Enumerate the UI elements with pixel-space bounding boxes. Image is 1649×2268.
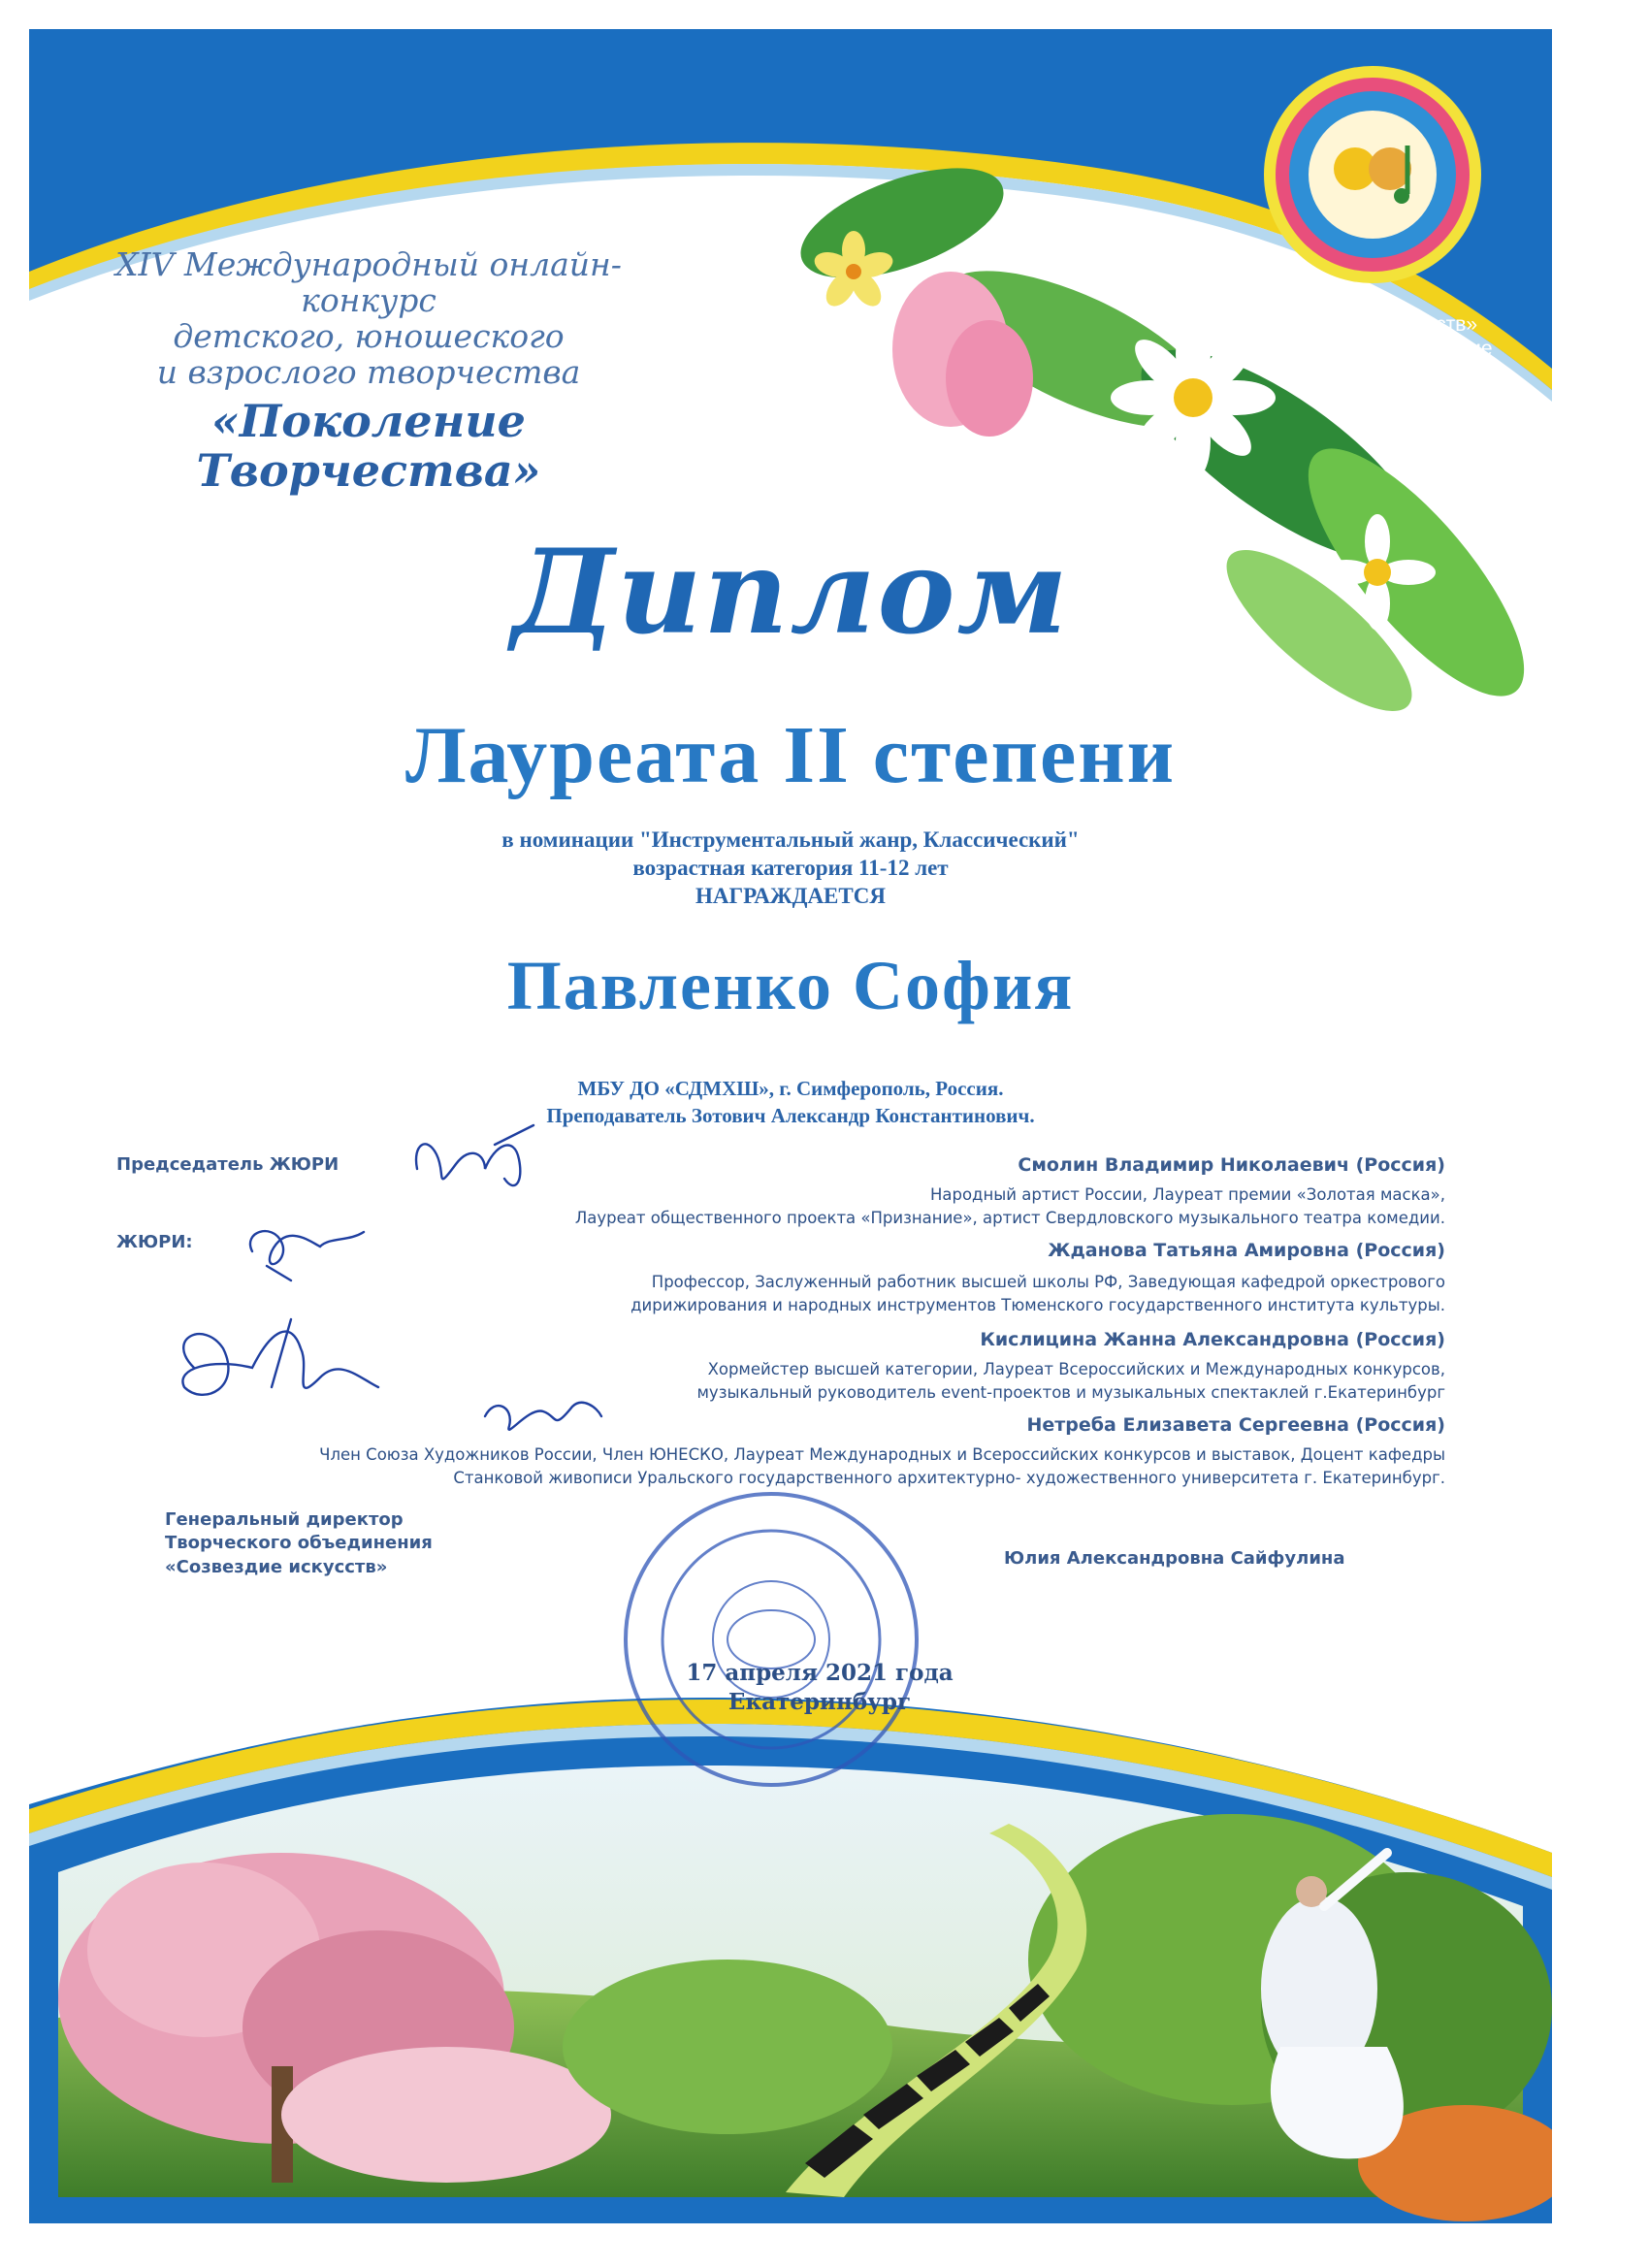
- diploma-title: Диплом: [511, 524, 1070, 661]
- director-line-3: «Созвездие искусств»: [165, 1556, 388, 1577]
- constellation-logo: [1264, 66, 1481, 283]
- logo-caption: [1174, 312, 1552, 361]
- logo-caption-line-2: Творческое объединение: [1252, 338, 1493, 361]
- jury-member-1-desc: [575, 1183, 1445, 1230]
- diploma-degree: Лауреата II степени: [404, 710, 1177, 800]
- award-date: 17 апреля 2021 года: [686, 1660, 954, 1686]
- director-line-2: Творческого объединения: [165, 1533, 433, 1554]
- contest-line-1: XIV Международный онлайн-конкурс: [115, 245, 622, 319]
- jury-member-1-desc-2: Лауреат общественного проекта «Признание», артист Свердловского музыкального театра комедии.: [574, 1208, 1445, 1227]
- teacher-name: Преподаватель Зотович Александр Константинович.: [546, 1104, 1035, 1128]
- jury-member-1-desc-1: Народный артист России, Лауреат премии «Золотая маска»,: [929, 1185, 1445, 1204]
- awarded-label: НАГРАЖДАЕТСЯ: [695, 883, 886, 908]
- jury-member-4-desc-2: Станковой живописи Уральского государственного архитектурно- художественного университета г. Екатеринбург.: [453, 1468, 1445, 1487]
- winner-name: Павленко София: [506, 947, 1075, 1024]
- nomination-block: [29, 826, 1552, 910]
- contest-name: «Поколение Творчества»: [196, 394, 541, 498]
- jury-member-1-name: Смолин Владимир Николаевич (Россия): [1018, 1154, 1445, 1176]
- jury-member-3-name: Кислицина Жанна Александровна (Россия): [980, 1329, 1445, 1350]
- director-title: [165, 1508, 433, 1579]
- award-city: Екатеринбург: [728, 1688, 912, 1715]
- jury-member-3-desc: [696, 1358, 1445, 1405]
- jury-member-3-desc-2: музыкальный руководитель event-проектов и музыкальных спектаклей г.Екатеринбург: [696, 1382, 1445, 1402]
- jury-member-2-desc-2: дирижирования и народных инструментов Тюменского государственного института культуры.: [630, 1295, 1445, 1314]
- jury-member-4-desc: [319, 1443, 1445, 1490]
- jury-member-4-name: Нетреба Елизавета Сергеевна (Россия): [1026, 1414, 1445, 1436]
- jury-member-4-desc-1: Член Союза Художников России, Член ЮНЕСКО, Лауреат Международных и Всероссийских конкурсов и выставок, Доцент кафедры: [319, 1445, 1445, 1464]
- jury-label: ЖЮРИ:: [116, 1232, 193, 1252]
- age-category: возрастная категория 11-12 лет: [632, 855, 949, 880]
- date-block: [660, 1659, 980, 1717]
- diploma-sheet: [29, 29, 1552, 2223]
- contest-line-3: и взрослого творчества: [156, 352, 581, 391]
- jury-member-2-name: Жданова Татьяна Амировна (Россия): [1048, 1240, 1445, 1261]
- logo-caption-line-1: «Созвездие искусств»: [1267, 313, 1478, 336]
- director-line-1: Генеральный директор: [165, 1509, 404, 1530]
- jury-member-2-desc: [630, 1271, 1445, 1317]
- contest-line-2: детского, юношеского: [173, 316, 565, 355]
- nomination-text: в номинации "Инструментальный жанр, Классический": [501, 827, 1080, 852]
- school-name: МБУ ДО «СДМХШ», г. Симферополь, Россия.: [577, 1077, 1004, 1100]
- jury-member-2-desc-1: Профессор, Заслуженный работник высшей школы РФ, Заведующая кафедрой оркестрового: [651, 1273, 1445, 1291]
- director-name: Юлия Александровна Сайфулина: [1004, 1548, 1345, 1569]
- jury-chair-label: Председатель ЖЮРИ: [116, 1154, 340, 1175]
- contest-title: [97, 247, 640, 497]
- jury-member-3-desc-1: Хормейстер высшей категории, Лауреат Всероссийских и Международных конкурсов,: [707, 1360, 1445, 1378]
- school-block: [29, 1075, 1552, 1130]
